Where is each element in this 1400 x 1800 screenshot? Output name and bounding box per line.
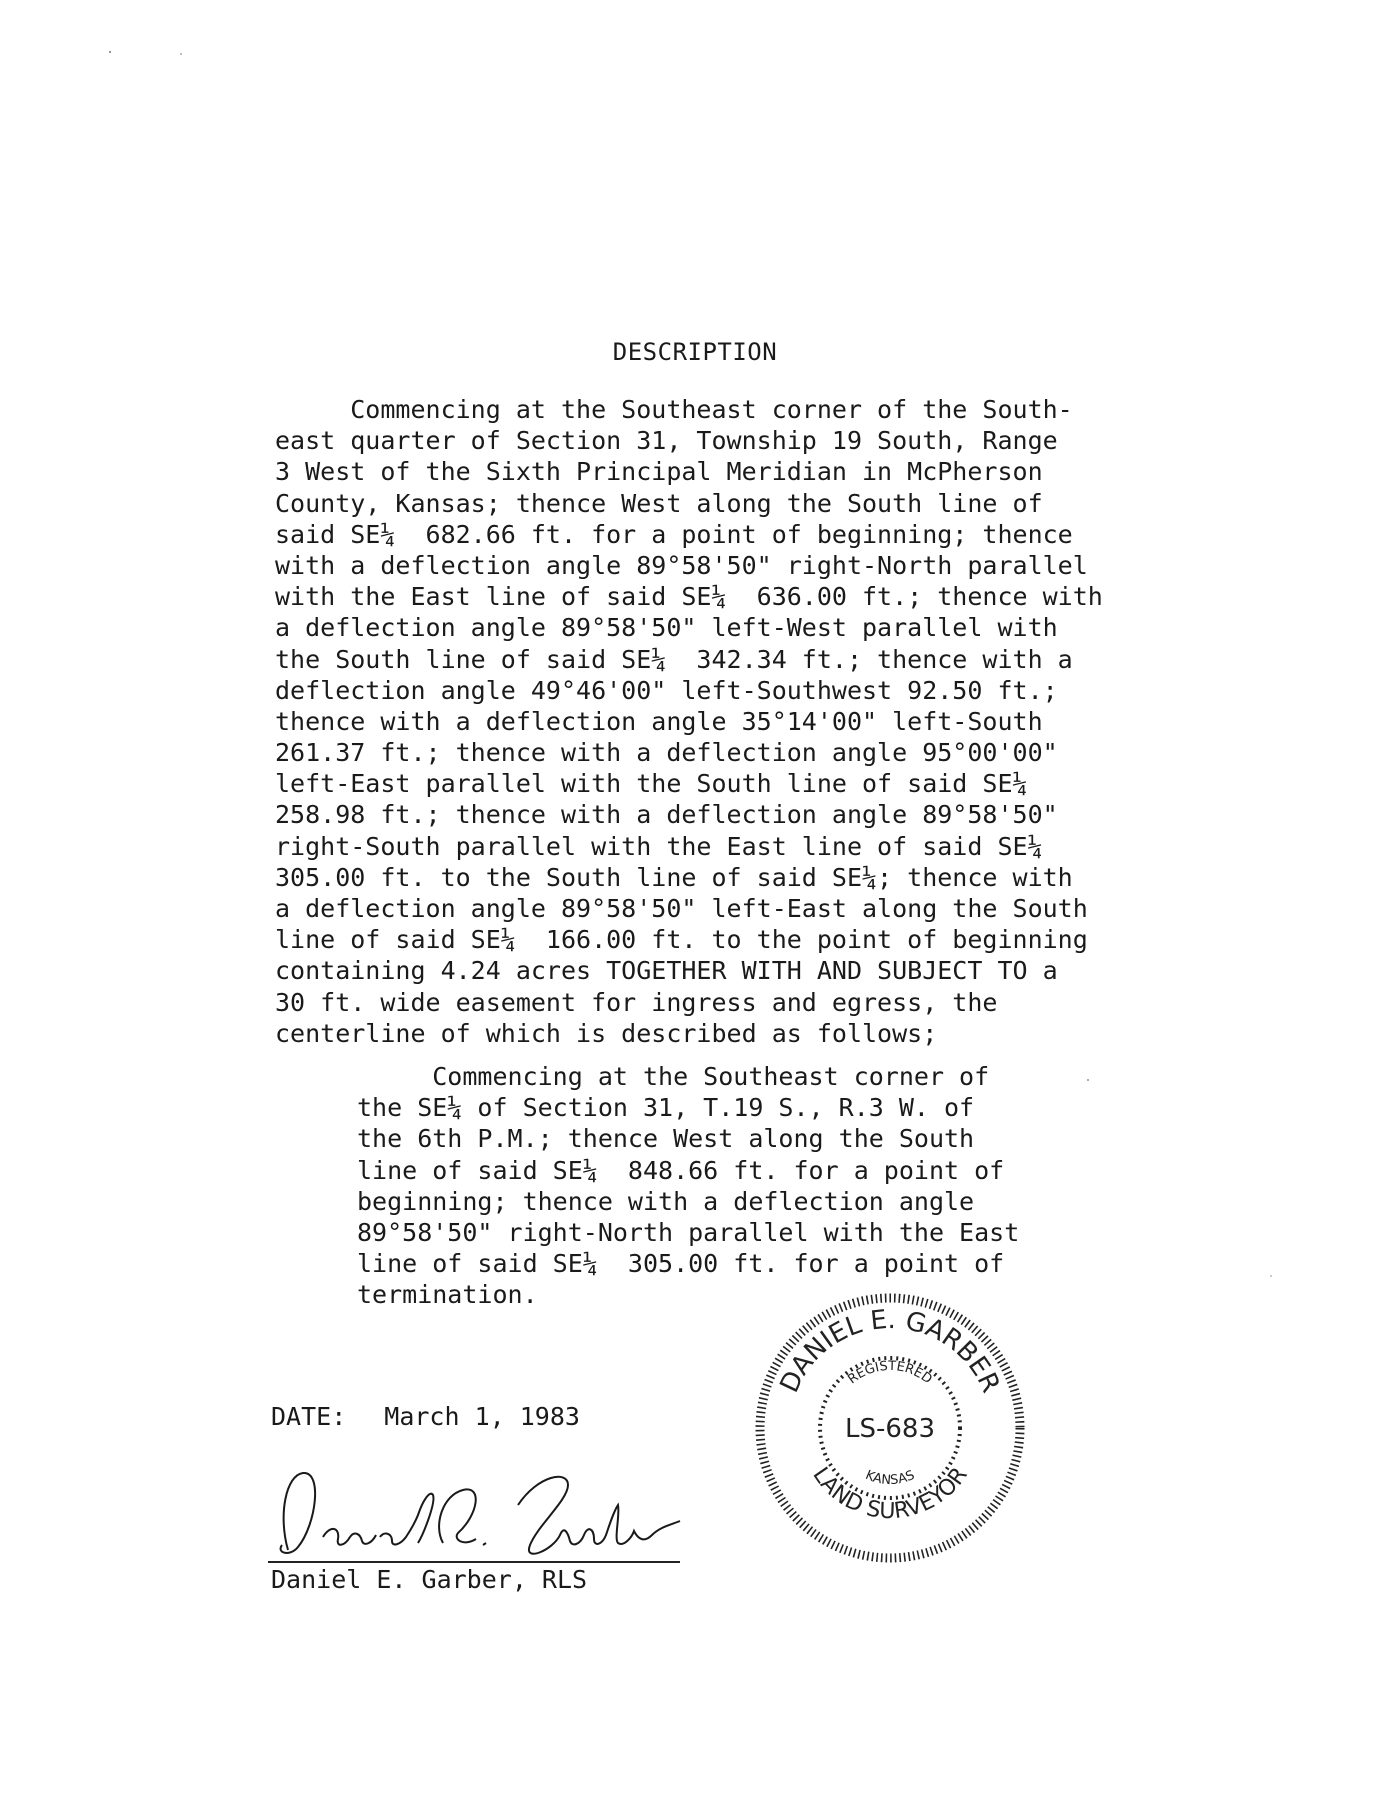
body-line: 305.00 ft. to the South line of said SE¼; thence with xyxy=(275,862,1073,892)
body-line: Commencing at the Southeast corner of the South- xyxy=(275,395,1073,424)
document-title: DESCRIPTION xyxy=(612,338,778,366)
easement-line: line of said SE¼ 848.66 ft. for a point of xyxy=(357,1155,1005,1185)
seal-name: DANIEL E. GARBER xyxy=(774,1304,1006,1398)
body-line: County, Kansas; thence West along the South line of xyxy=(275,488,1043,518)
body-line: said SE¼ 682.66 ft. for a point of beginning; thence xyxy=(275,519,1073,549)
body-line: with a deflection angle 89°58'50" right-North parallel xyxy=(275,550,1088,580)
body-line: a deflection angle 89°58'50" left-West parallel with xyxy=(275,613,1058,643)
body-line: with the East line of said SE¼ 636.00 ft.; thence with xyxy=(275,582,1103,612)
body-line: a deflection angle 89°58'50" left-East along the South xyxy=(275,894,1088,923)
seal-bottom-text: LAND SURVEYOR xyxy=(807,1462,973,1525)
signatory-name: Daniel E. Garber, RLS xyxy=(271,1565,588,1594)
body-line: deflection angle 49°46'00" left-Southwest 92.50 ft.; xyxy=(275,675,1058,705)
body-line: left-East parallel with the South line of said SE¼ xyxy=(275,769,1028,799)
easement-line: beginning; thence with a deflection angle xyxy=(357,1186,975,1216)
easement-line: termination. xyxy=(357,1280,538,1310)
body-line: 261.37 ft.; thence with a deflection angle 95°00'00" xyxy=(275,738,1058,768)
easement-line: the SE¼ of Section 31, T.19 S., R.3 W. of xyxy=(357,1093,975,1123)
easement-line: the 6th P.M.; thence West along the South xyxy=(357,1124,975,1154)
body-line: the South line of said SE¼ 342.34 ft.; thence with a xyxy=(275,644,1073,674)
seal-state: KANSAS xyxy=(863,1467,917,1489)
body-line: containing 4.24 acres TOGETHER WITH AND SUBJECT TO a xyxy=(275,956,1058,986)
easement-line: 89°58'50" right-North parallel with the East xyxy=(357,1217,1020,1247)
seal-registered: REGISTERED xyxy=(845,1358,935,1388)
easement-line: Commencing at the Southeast corner of xyxy=(357,1062,990,1091)
body-line: line of said SE¼ 166.00 ft. to the point of beginning xyxy=(275,925,1088,955)
body-line: east quarter of Section 31, Township 19 South, Range xyxy=(275,426,1058,456)
date-label: DATE: xyxy=(271,1402,347,1431)
seal-license: LS-683 xyxy=(845,1414,935,1444)
body-line: 30 ft. wide easement for ingress and egress, the xyxy=(275,987,998,1017)
body-line: right-South parallel with the East line of said SE¼ xyxy=(275,831,1043,861)
body-line: 3 West of the Sixth Principal Meridian in McPherson xyxy=(275,457,1043,487)
date-value: March 1, 1983 xyxy=(384,1402,580,1431)
easement-line: line of said SE¼ 305.00 ft. for a point of xyxy=(357,1249,1005,1279)
body-line: thence with a deflection angle 35°14'00" left-South xyxy=(275,706,1043,736)
body-line: centerline of which is described as follows; xyxy=(275,1018,938,1048)
body-line: 258.98 ft.; thence with a deflection angle 89°58'50" xyxy=(275,800,1058,830)
